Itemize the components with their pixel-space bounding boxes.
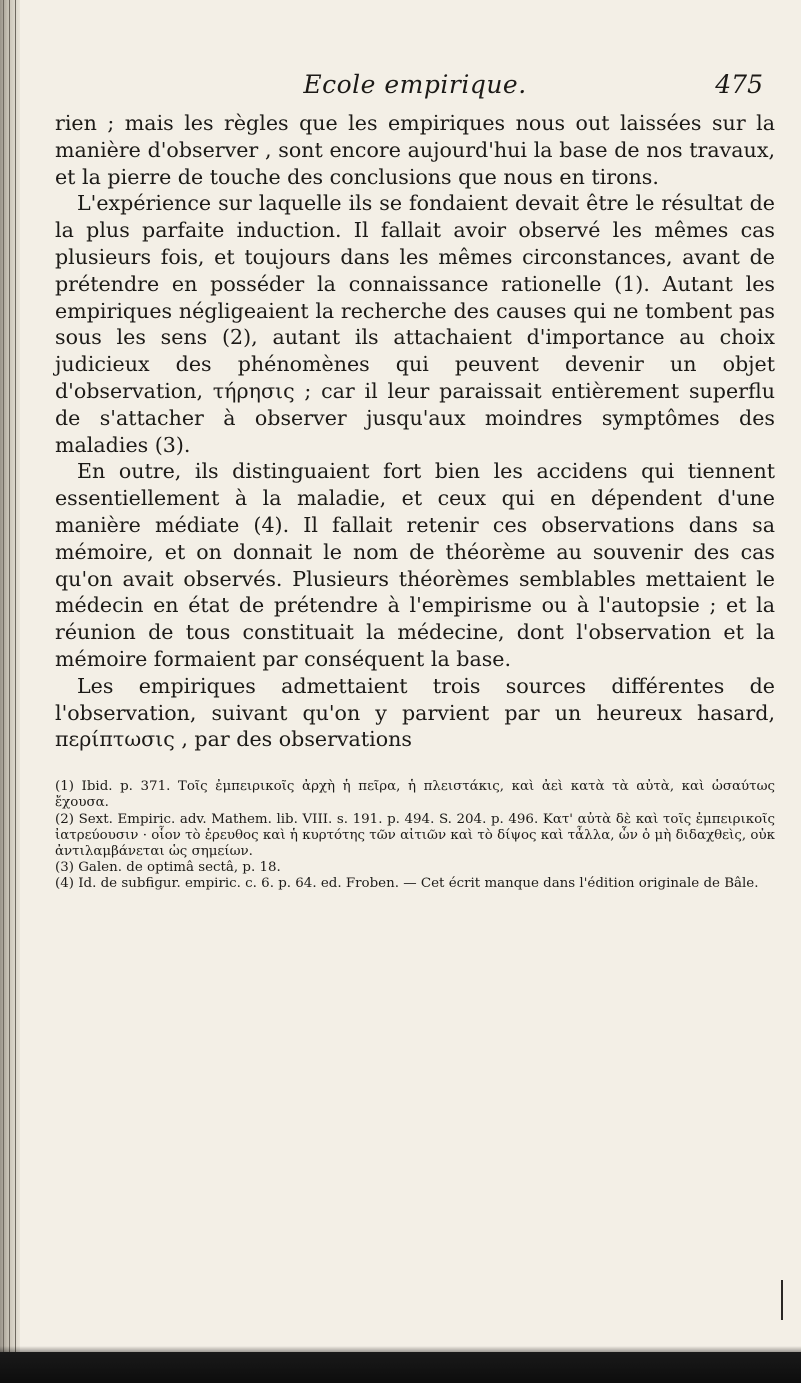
- footnote: (4) Id. de subfigur. empiric. c. 6. p. 64. ed. Froben. — Cet écrit manque dans l'édition originale de Bâle.: [55, 876, 759, 892]
- paragraph: En outre, ils distinguaient fort bien les accidens qui tiennent essentiellement à la maladie, et ceux qui en dépendent d'une manière médiate (4). Il fallait retenir ces observations dans sa mémoire, et on donnait le nom de théorème au souvenir des cas qu'on avait observés. Plusieurs théorèmes semblables mettaient le médecin en état de prétendre à l'empirisme ou à l'autopsie ; et la réunion de tous constituait la médecine, dont l'observation et la mémoire formaient par conséquent la base.: [55, 459, 775, 671]
- book-page: [55, 70, 775, 893]
- book-binding-edge: [0, 0, 20, 1383]
- footnote: (2) Sext. Empiric. adv. Mathem. lib. VIII. s. 191. p. 494. S. 204. p. 496. Κατ' αὐτὰ δὲ καὶ τοῖς ἐμπειρικοῖς ἰατρεύουσιν · οἷον τὸ ἑρευθος καὶ ἡ κυρτότης τῶν αἰτιῶν καὶ τὸ δίψος καὶ τἆλλα, ὧν ὁ μὴ διδαχθεὶς, οὐκ ἀντιλαμβάνεται ὡς σημείων.: [55, 811, 775, 859]
- paragraph: rien ; mais les règles que les empiriques nous out laissées sur la manière d'observer , sont encore aujourd'hui la base de nos travaux, et la pierre de touche des conclusions que nous en tirons.: [55, 111, 775, 189]
- footnote: (3) Galen. de optimâ sectâ, p. 18.: [55, 860, 281, 876]
- running-head: [55, 70, 775, 110]
- footnotes: [55, 779, 775, 892]
- paragraph: Les empiriques admettaient trois sources différentes de l'observation, suivant qu'on y parvient par un heureux hasard, περίπτωσις , par des observations: [55, 673, 775, 752]
- body-text: [55, 110, 775, 753]
- page-number: 475: [715, 70, 763, 99]
- footnote: (1) Ibid. p. 371. Τοῖς ἐμπειρικοῖς ἀρχὴ ἡ πεῖρα, ἡ πλειστάκις, καὶ ἀεὶ κατὰ τὰ αὐτὰ, καὶ ὡσαύτως ἔχουσα.: [55, 779, 775, 811]
- running-title: Ecole empirique.: [303, 70, 527, 99]
- page-edge-mark: [781, 1280, 783, 1320]
- scan-bottom-shadow: [0, 1352, 801, 1383]
- paragraph: L'expérience sur laquelle ils se fondaient devait être le résultat de la plus parfaite induction. Il fallait avoir observé les mêmes cas plusieurs fois, et toujours dans les mêmes circonstances, avant de prétendre en posséder la connaissance rationelle (1). Autant les empiriques négligeaient la recherche des causes qui ne tombent pas sous les sens (2), autant ils attachaient d'importance au choix judicieux des phénomènes qui peuvent devenir un objet d'observation, τήρησις ; car il leur paraissait entièrement superflu de s'attacher à observer jusqu'aux moindres symptômes des maladies (3).: [55, 191, 775, 457]
